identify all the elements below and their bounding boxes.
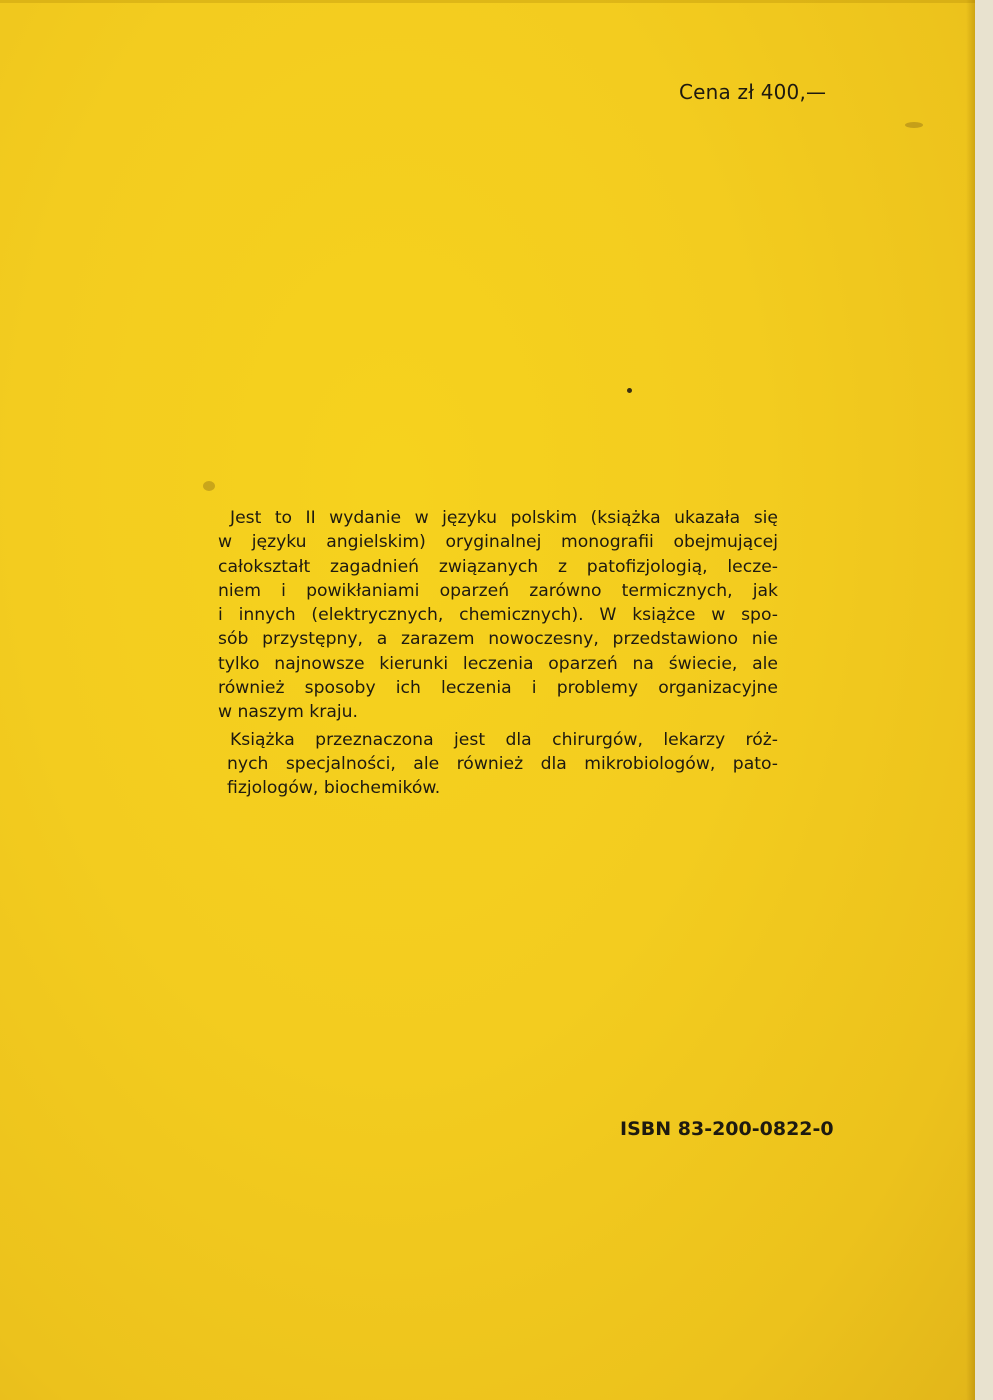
description-line: również sposoby ich leczenia i problemy organizacyjne <box>218 678 778 699</box>
description-line: w języku angielskim) oryginalnej monografii obejmującej <box>218 532 778 553</box>
paper-stain <box>905 122 923 128</box>
print-speck <box>627 388 632 393</box>
description-line: Książka przeznaczona jest dla chirurgów, lekarzy róż- <box>230 729 778 750</box>
description-line: w naszym kraju. <box>218 702 358 723</box>
description-paragraph-2 <box>227 728 778 801</box>
description-line: nych specjalności, ale również dla mikrobiologów, pato- <box>227 753 778 774</box>
cover-top-edge <box>0 0 975 3</box>
cover-edge-shadow <box>966 0 975 1400</box>
description-line: Jest to II wydanie w języku polskim (książka ukazała się <box>230 508 778 528</box>
book-description <box>218 506 778 801</box>
description-paragraph-1 <box>218 506 778 725</box>
description-line: i innych (elektrycznych, chemicznych). W książce w spo- <box>218 605 778 626</box>
description-line: sób przystępny, a zarazem nowoczesny, przedstawiono nie <box>218 629 778 650</box>
isbn-number: ISBN 83-200-0822-0 <box>620 1118 834 1140</box>
description-line: całokształt zagadnień związanych z patofizjologią, lecze- <box>218 556 778 577</box>
description-line: tylko najnowsze kierunki leczenia oparzeń na świecie, ale <box>218 653 778 674</box>
description-line: fizjologów, biochemików. <box>227 778 441 799</box>
description-line: niem i powikłaniami oparzeń zarówno termicznych, jak <box>218 580 778 601</box>
paper-stain <box>203 481 215 491</box>
price-label: Cena zł 400,— <box>679 80 827 104</box>
